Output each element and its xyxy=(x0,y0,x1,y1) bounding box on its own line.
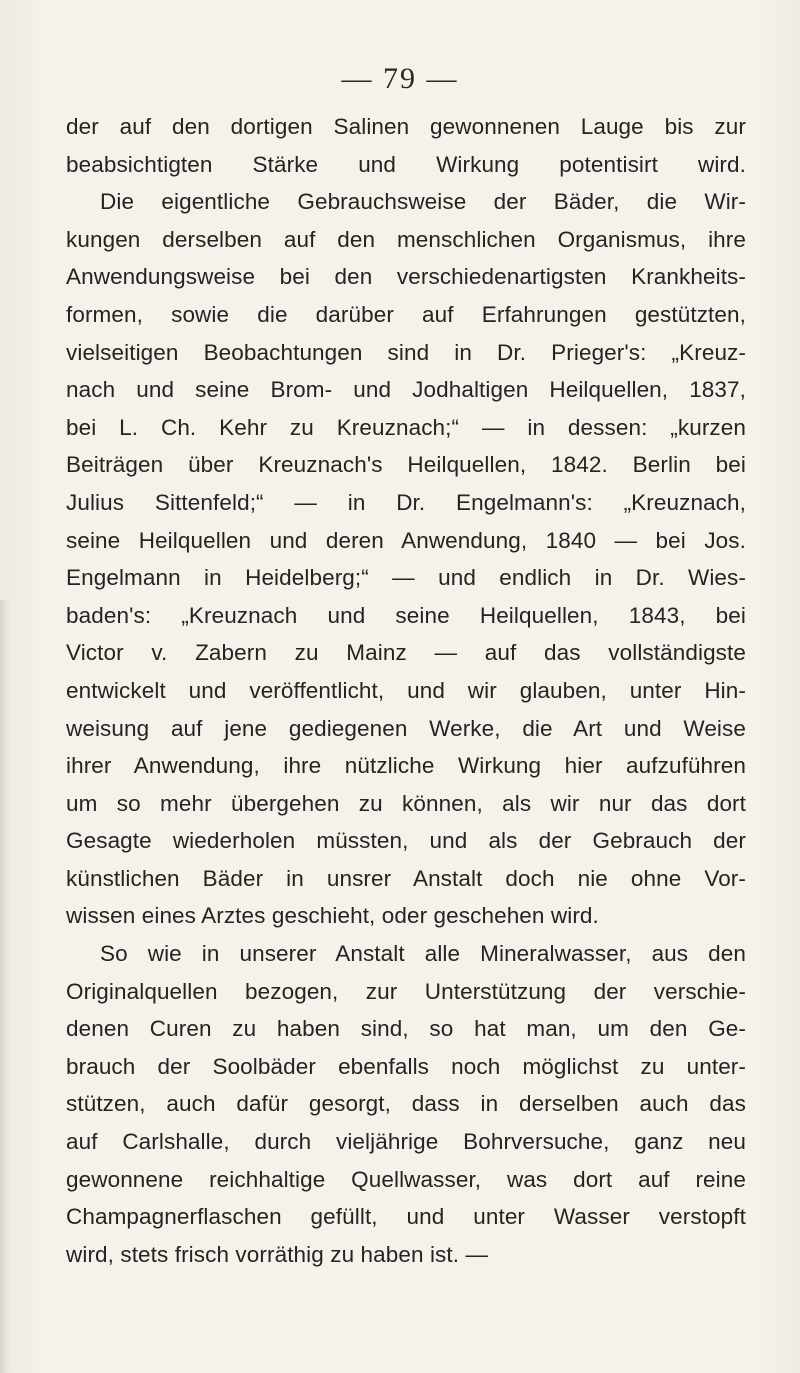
text-line: Die eigentliche Gebrauchsweise der Bäder, die Wir- xyxy=(100,189,746,215)
text-line: Champagnerflaschen gefüllt, und unter Wasser verstopft xyxy=(66,1204,746,1230)
text-line: gewonnene reichhaltige Quellwasser, was dort auf reine xyxy=(66,1166,746,1192)
text-line: künstlichen Bäder in unsrer Anstalt doch nie ohne Vor- xyxy=(66,865,746,891)
text-line: der auf den dortigen Salinen gewonnenen Lauge bis zur xyxy=(66,114,746,139)
text-line: seine Heilquellen und deren Anwendung, 1840 — bei Jos. xyxy=(66,527,746,553)
text-line: Engelmann in Heidelberg;“ — und endlich in Dr. Wies- xyxy=(66,565,746,591)
text-line: entwickelt und veröffentlicht, und wir glauben, unter Hin- xyxy=(66,677,746,703)
text-line: um so mehr übergehen zu können, als wir nur das dort xyxy=(66,790,746,816)
text-line: kungen derselben auf den menschlichen Organismus, ihre xyxy=(66,226,746,252)
text-line: vielseitigen Beobachtungen sind in Dr. Prieger's: „Kreuz- xyxy=(66,339,746,365)
text-line: auf Carlshalle, durch vieljährige Bohrversuche, ganz neu xyxy=(66,1129,746,1155)
text-line: bei L. Ch. Kehr zu Kreuznach;“ — in dessen: „kurzen xyxy=(66,414,746,440)
text-line: wird, stets frisch vorräthig zu haben ist. — xyxy=(66,1241,489,1267)
text-line: So wie in unserer Anstalt alle Mineralwasser, aus den xyxy=(100,941,746,967)
text-line: Victor v. Zabern zu Mainz — auf das vollständigste xyxy=(66,640,746,666)
page-number-header: — 79 — xyxy=(341,62,459,95)
text-line: baden's: „Kreuznach und seine Heilquellen, 1843, bei xyxy=(66,602,746,628)
body-text xyxy=(66,108,746,1273)
text-line: wissen eines Arztes geschieht, oder geschehen wird. xyxy=(66,903,599,929)
text-line: weisung auf jene gediegenen Werke, die Art und Weise xyxy=(66,715,746,741)
text-line: Gesagte wiederholen müssten, und als der Gebrauch der xyxy=(66,828,746,854)
text-line: Anwendungsweise bei den verschiedenartigsten Krankheits- xyxy=(66,264,746,290)
text-line: Beiträgen über Kreuznach's Heilquellen, 1842. Berlin bei xyxy=(66,452,746,478)
text-line: stützen, auch dafür gesorgt, dass in derselben auch das xyxy=(66,1091,746,1117)
text-line: brauch der Soolbäder ebenfalls noch möglichst zu unter- xyxy=(66,1053,746,1079)
text-line: beabsichtigten Stärke und Wirkung potentisirt wird. xyxy=(66,151,746,177)
text-line: nach und seine Brom- und Jodhaltigen Heilquellen, 1837, xyxy=(66,377,746,403)
text-line: ihrer Anwendung, ihre nützliche Wirkung hier aufzuführen xyxy=(66,753,746,779)
text-line: Julius Sittenfeld;“ — in Dr. Engelmann's: „Kreuznach, xyxy=(66,489,746,515)
text-line: denen Curen zu haben sind, so hat man, um den Ge- xyxy=(66,1016,746,1042)
text-line: Originalquellen bezogen, zur Unterstützung der verschie- xyxy=(66,978,746,1004)
text-line: formen, sowie die darüber auf Erfahrungen gestützten, xyxy=(66,301,746,327)
page-edge-shadow xyxy=(0,600,10,1373)
